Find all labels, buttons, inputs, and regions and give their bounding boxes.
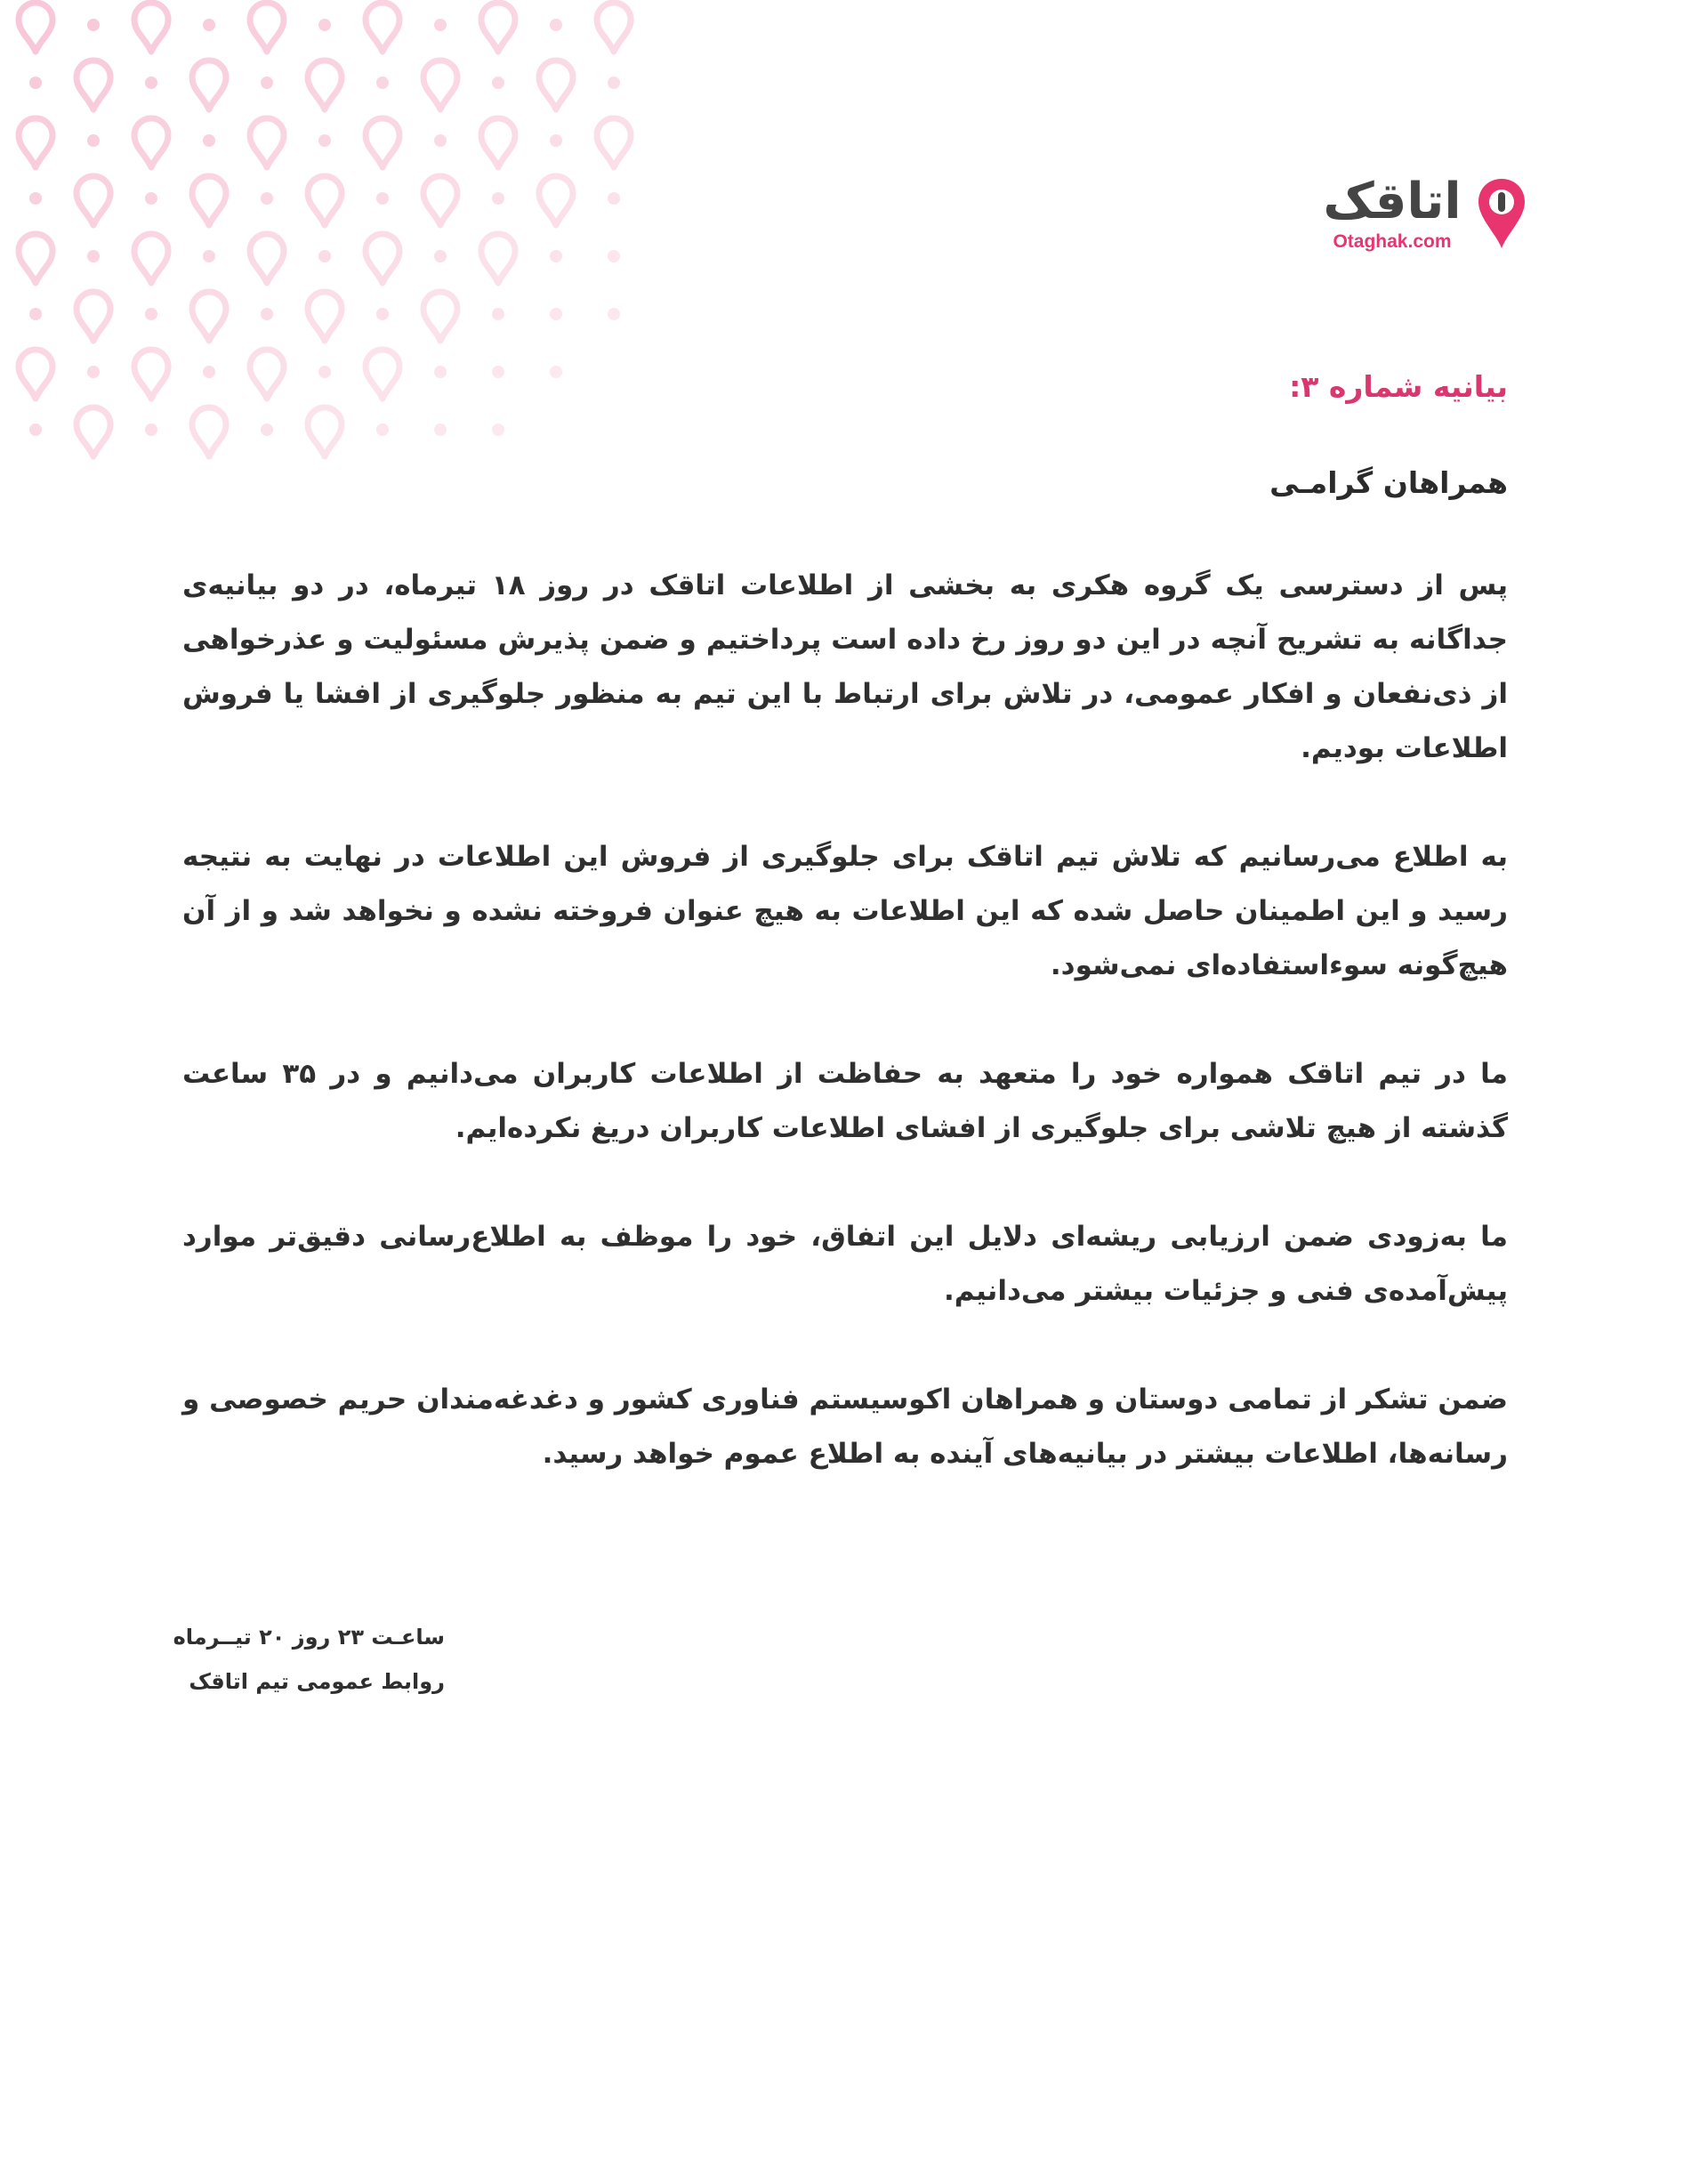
pattern-pin-icon — [134, 234, 168, 283]
signature-block — [125, 1615, 445, 1704]
pattern-dot — [87, 366, 100, 378]
pattern-pin-icon — [366, 3, 399, 52]
pattern-pin-icon — [308, 61, 342, 109]
pattern-pin-icon — [192, 176, 226, 225]
pattern-dot — [87, 134, 100, 147]
pattern-dot — [376, 192, 389, 205]
statement-heading: بیانیه شماره ۳: — [1289, 369, 1508, 404]
pattern-dot — [145, 308, 157, 320]
pattern-dot — [203, 250, 215, 262]
pattern-dot — [29, 308, 42, 320]
pattern-pin-icon — [423, 61, 457, 109]
pattern-pin-icon — [539, 61, 573, 109]
pattern-dot — [434, 134, 447, 147]
pattern-pin-icon — [423, 292, 457, 341]
pattern-dot — [434, 250, 447, 262]
pattern-dot — [550, 19, 562, 31]
pattern-pin-icon — [192, 292, 226, 341]
pattern-pin-icon — [250, 234, 284, 283]
pattern-pin-icon — [250, 118, 284, 167]
pattern-dot — [29, 77, 42, 89]
map-pin-icon-bar — [1498, 192, 1505, 212]
pattern-dot — [550, 308, 562, 320]
pattern-dot — [87, 250, 100, 262]
pattern-dot — [145, 192, 157, 205]
pattern-pin-icon — [481, 3, 515, 52]
pattern-pin-icon — [19, 234, 52, 283]
pattern-pin-icon — [481, 234, 515, 283]
pattern-pin-icon — [423, 176, 457, 225]
signature-team: روابط عمومی تیم اتاقک — [189, 1669, 445, 1694]
pattern-pin-icon — [481, 118, 515, 167]
pattern-dot — [550, 134, 562, 147]
paragraph-5: ضمن تشکر از تمامی دوستان و همراهان اکوسیستم فناوری کشور و دغدغه‌مندان حریم خصوصی و رسانه‌ها، اطلاعات بیشتر در بیانیه‌های آینده به اطلاع عموم خواهد رسید. — [182, 1383, 1508, 1470]
pattern-pin-icon — [134, 3, 168, 52]
paragraph-2: به اطلاع می‌رسانیم که تلاش تیم اتاقک برای جلوگیری از فروش این اطلاعات در نهایت به نتیجه رسید و این اطمینان حاصل شده که این اطلاعات به هیچ عنوان فروخته نشده و نخواهد شد و از آن هیچ‌گونه سوءاستفاده‌ای نمی‌شود. — [182, 841, 1508, 981]
pattern-dot — [145, 424, 157, 436]
pattern-dot — [608, 192, 620, 205]
pattern-dot — [434, 19, 447, 31]
pattern-dot — [29, 424, 42, 436]
pattern-dot — [145, 77, 157, 89]
pattern-pin-icon — [19, 118, 52, 167]
pattern-pin-icon — [77, 61, 110, 109]
map-pin-icon — [1477, 177, 1527, 250]
pattern-pin-icon — [134, 118, 168, 167]
pattern-pin-icon — [77, 407, 110, 456]
statement-letter — [182, 365, 1508, 1536]
pattern-dot — [261, 308, 273, 320]
pattern-pin-icon — [250, 3, 284, 52]
pattern-pin-icon — [597, 118, 631, 167]
pattern-dot — [376, 77, 389, 89]
brand-name: اتاقک — [1323, 173, 1462, 230]
pattern-dot — [608, 308, 620, 320]
brand-logo — [1308, 173, 1530, 262]
pattern-pin-icon — [19, 3, 52, 52]
pattern-pin-icon — [308, 176, 342, 225]
pattern-pin-icon — [192, 61, 226, 109]
pattern-dot — [492, 308, 504, 320]
pattern-dot — [203, 19, 215, 31]
paragraph-4: ما به‌زودی ضمن ارزیابی ریشه‌ای دلایل این اتفاق، خود را موظف به اطلاع‌رسانی دقیق‌تر موارد پیش‌آمده‌ی فنی و جزئیات بیشتر می‌دانیم. — [182, 1221, 1508, 1307]
pattern-dot — [261, 192, 273, 205]
pattern-dot — [608, 77, 620, 89]
pattern-pin-icon — [597, 3, 631, 52]
pattern-dot — [29, 192, 42, 205]
signature-date: ساعـت ۲۳ روز ۲۰ تیــرماه — [173, 1625, 445, 1650]
brand-domain: Otaghak.com — [1333, 231, 1452, 252]
salutation: همراهان گرامـی — [1269, 465, 1508, 500]
pattern-dot — [318, 19, 331, 31]
pattern-pin-icon — [77, 176, 110, 225]
pattern-pin-icon — [539, 176, 573, 225]
paragraph-3: ما در تیم اتاقک همواره خود را متعهد به حفاظت از اطلاعات کاربران می‌دانیم و در ۳۵ ساعت گذشته از هیچ تلاشی برای جلوگیری از افشای اطلاعات کاربران دریغ نکرده‌ایم. — [182, 1058, 1508, 1144]
pattern-pin-icon — [134, 350, 168, 399]
pattern-dot — [87, 19, 100, 31]
pattern-pin-icon — [308, 292, 342, 341]
pattern-pin-icon — [77, 292, 110, 341]
pattern-dot — [492, 77, 504, 89]
pattern-dot — [376, 308, 389, 320]
pattern-dot — [318, 134, 331, 147]
pattern-pin-icon — [19, 350, 52, 399]
pattern-dot — [608, 250, 620, 262]
pattern-dot — [318, 250, 331, 262]
paragraph-1: پس از دسترسی یک گروه هکری به بخشی از اطلاعات اتاقک در روز ۱۸ تیرماه، در دو بیانیه‌ی جداگانه به تشریح آنچه در این دو روز رخ داده است پرداختیم و ضمن پذیرش مسئولیت و عذرخواهی از ذی‌نفعان و افکار عمومی، در تلاش برای ارتباط با این تیم به منظور جلوگیری از افشا یا فروش اطلاعات بودیم. — [182, 569, 1508, 764]
pattern-pin-icon — [366, 118, 399, 167]
pattern-dot — [550, 250, 562, 262]
pattern-dot — [203, 134, 215, 147]
pattern-dot — [492, 192, 504, 205]
pattern-pin-icon — [366, 234, 399, 283]
pattern-dot — [261, 77, 273, 89]
